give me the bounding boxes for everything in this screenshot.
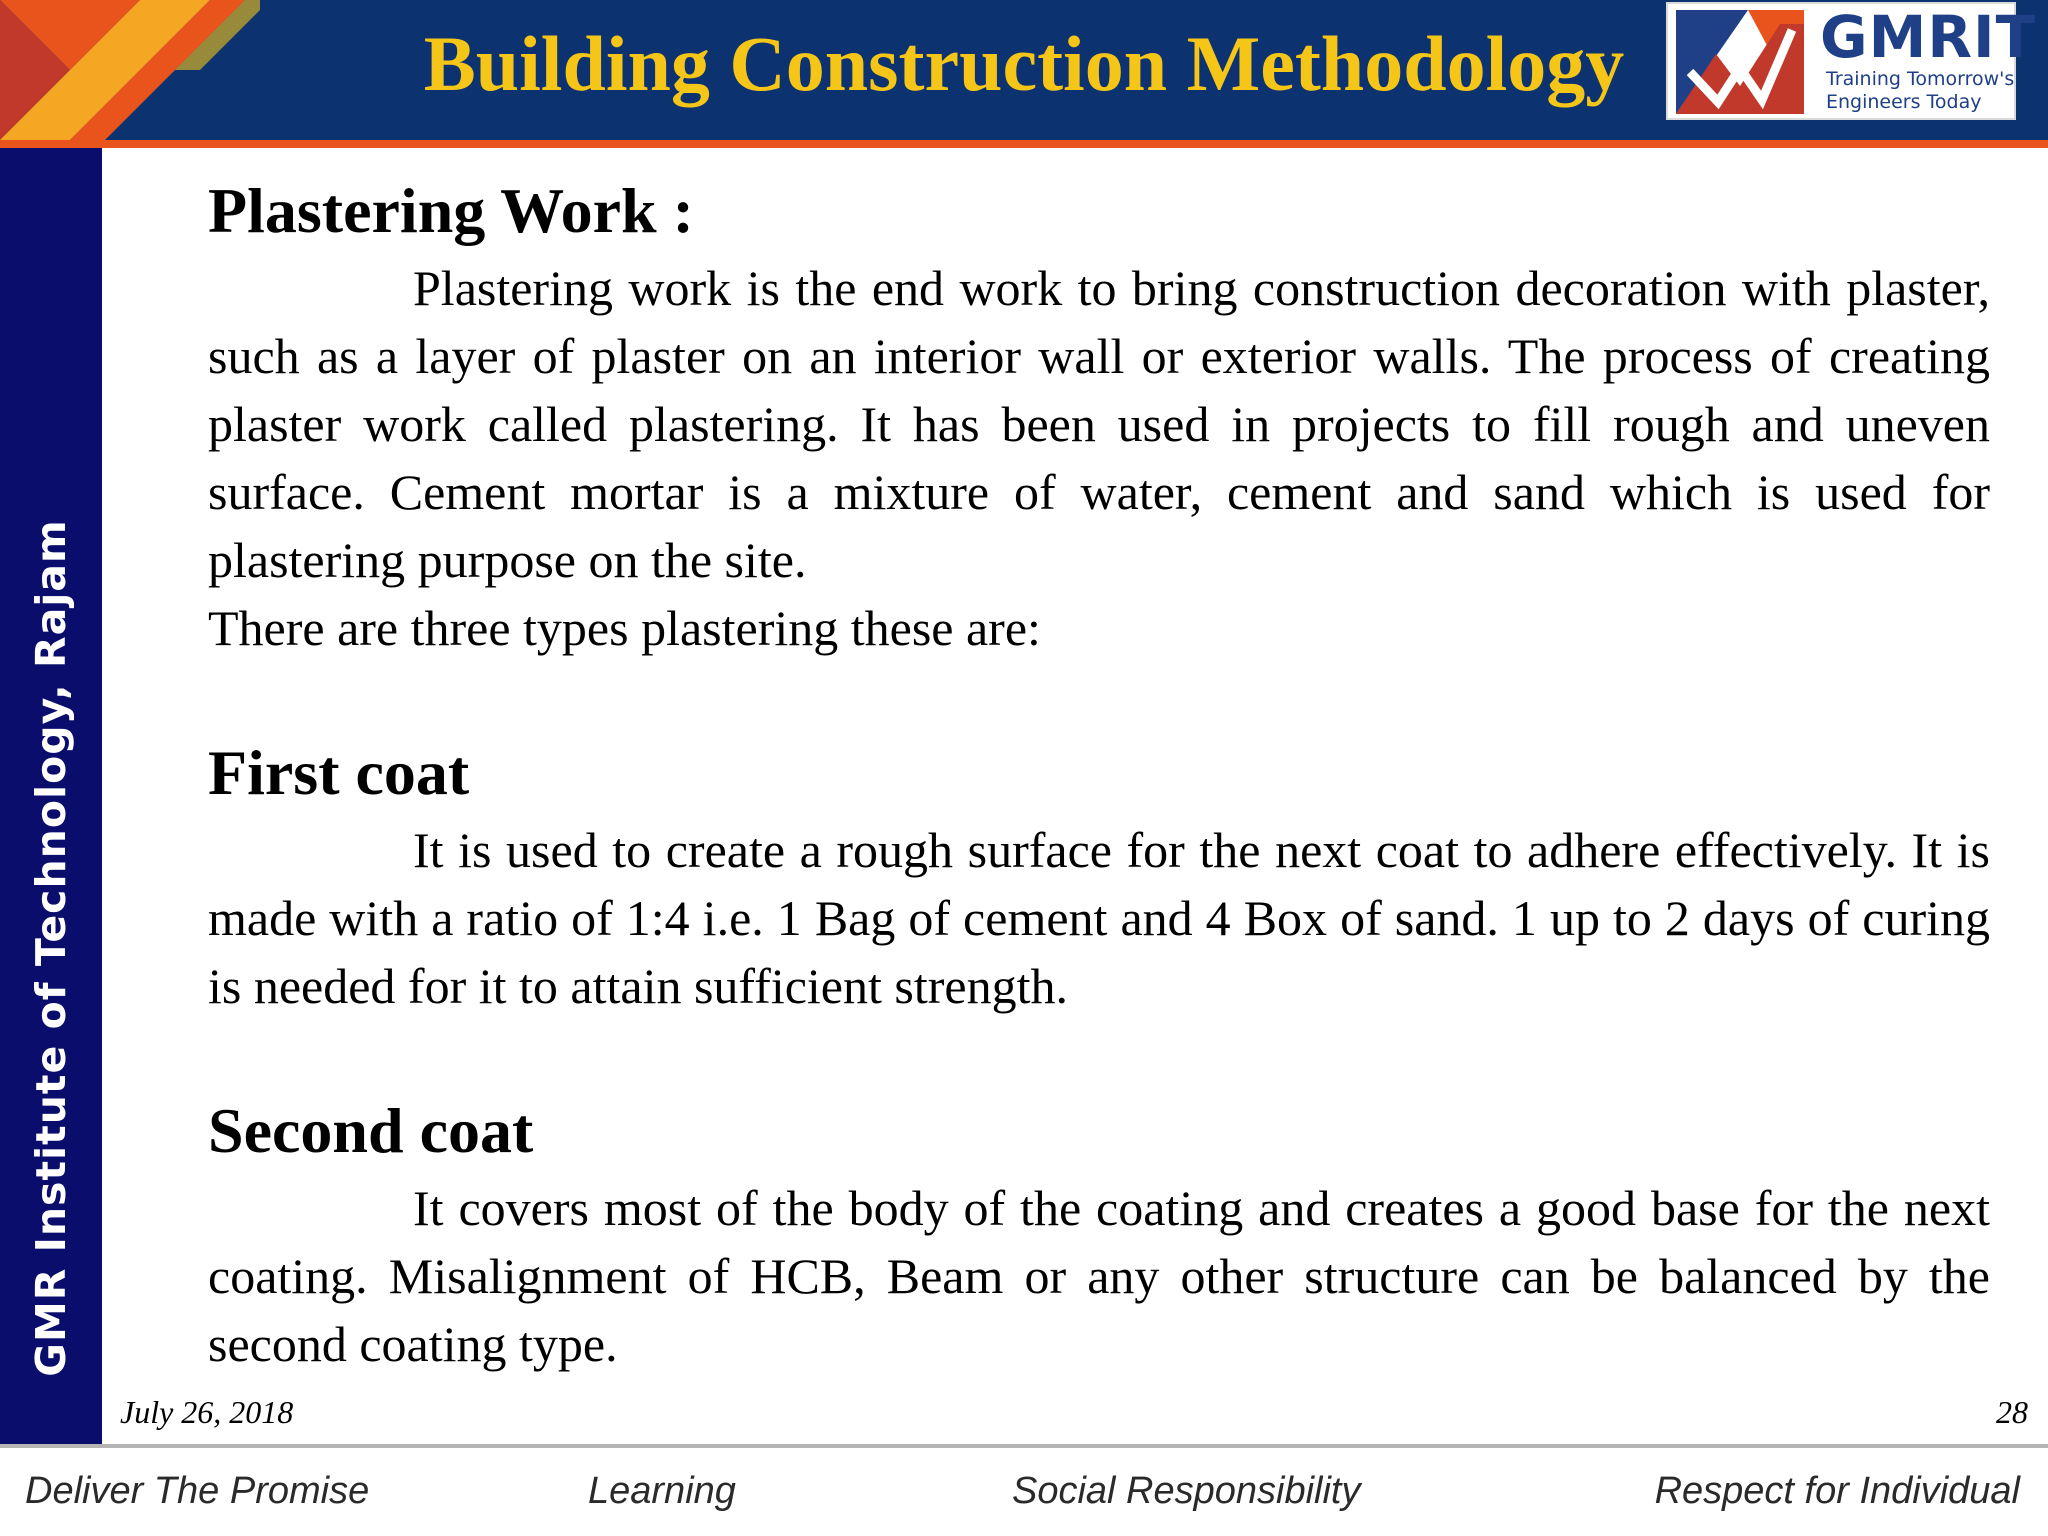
header-stripe [0,140,2048,148]
sidebar [0,148,102,1444]
slide-header [0,0,2048,140]
logo-tagline: Training Tomorrow's Engineers Today [1826,68,2015,113]
institute-logo [1666,2,2037,120]
first-coat-paragraph [208,816,1990,1020]
motto-respect-for-individual: Respect for Individual [1654,1470,2020,1512]
plastering-paragraph [208,254,1990,594]
logo-name: GMRIT [1820,3,2037,71]
first-coat-body: It is used to create a rough surface for the next coat to adhere effectively. It is made with a ratio of 1:4 i.e. 1 Bag of cement and 4 Box of sand. 1 up to 2 days of curing is needed for it to attain sufficient strength. [208,822,1990,1014]
logo-mark-icon [1676,10,1804,114]
page-number: 28 [1996,1394,2028,1430]
slide-content [208,168,1990,1378]
second-coat-heading: Second coat [208,1095,534,1166]
sidebar-institute-name: GMR Institute of Technology, Rajam [27,519,75,1377]
motto-social-responsibility: Social Responsibility [1012,1470,1361,1512]
motto-learning: Learning [588,1470,736,1512]
footer-divider [0,1444,2048,1448]
second-coat-paragraph [208,1174,1990,1378]
first-coat-heading: First coat [208,737,470,808]
plastering-types-intro: There are three types plastering these are: [208,600,1041,656]
spacer [208,1020,1990,1088]
slide-title: Building Construction Methodology [423,20,1625,107]
spacer [208,662,1990,730]
slide-date: July 26, 2018 [120,1394,294,1430]
motto-deliver-the-promise: Deliver The Promise [25,1470,370,1512]
plastering-heading: Plastering Work : [208,175,694,246]
second-coat-body: It covers most of the body of the coating and creates a good base for the next coating. Misalignment of HCB, Beam or any other structure can be balanced by the second coating type. [208,1180,1990,1372]
plastering-body: Plastering work is the end work to bring construction decoration with plaster, such as a layer of plaster on an interior wall or exterior walls. The process of creating plaster work called plastering. It has been used in projects to fill rough and uneven surface. Cement mortar is a mixture of water, cement and sand which is used for plastering purpose on the site. [208,260,1990,588]
